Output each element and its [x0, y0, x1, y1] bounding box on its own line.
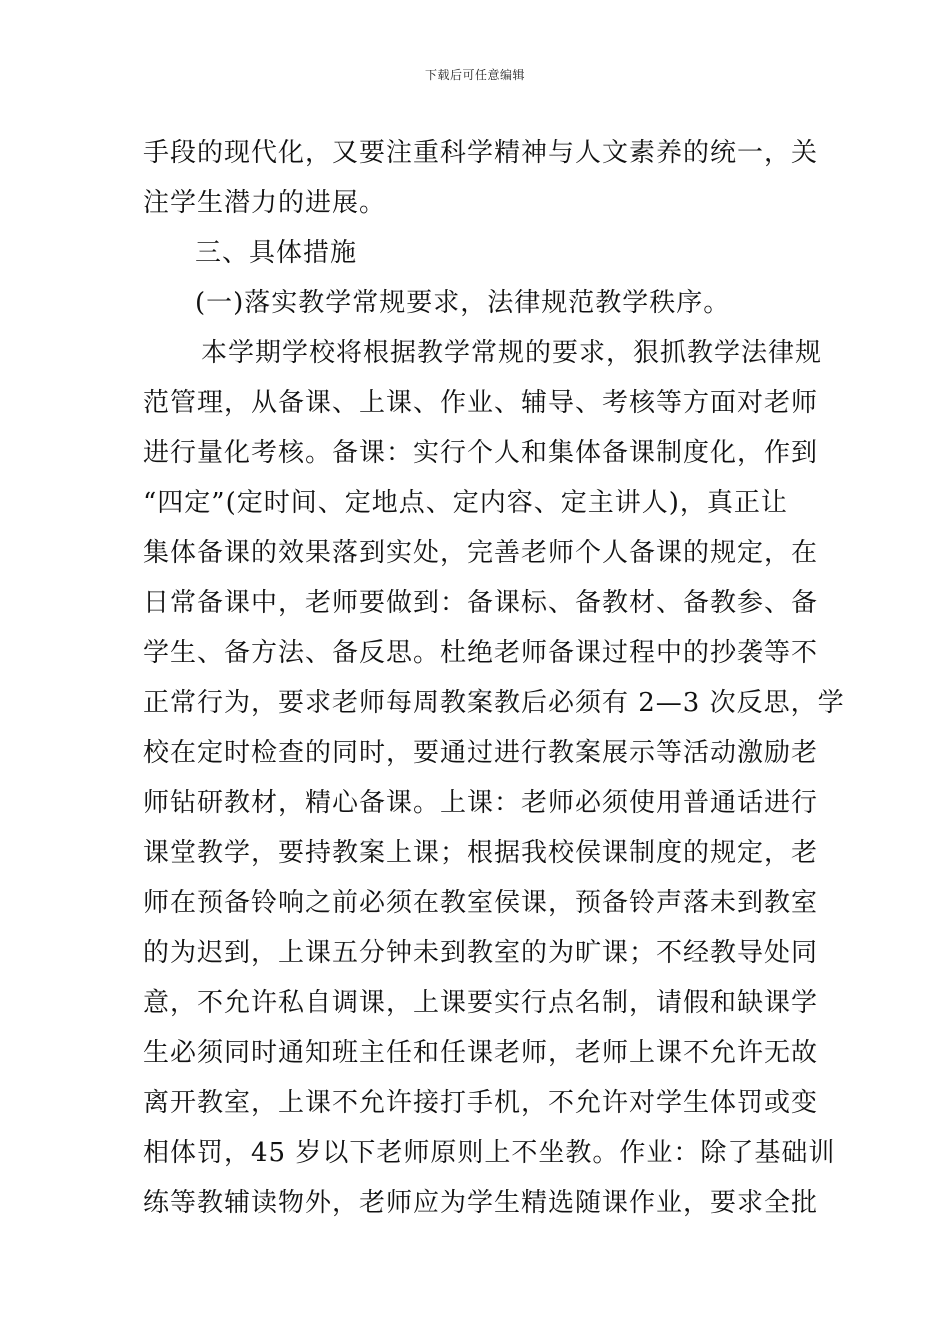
- text-line: 课堂教学，要持教案上课；根据我校侯课制度的规定，老: [143, 838, 819, 868]
- page-header: 下载后可任意编辑: [424, 68, 525, 82]
- text-line: 范管理，从备课、上课、作业、辅导、考核等方面对老师: [143, 388, 819, 418]
- text-line: 生必须同时通知班主任和任课老师，老师上课不允许无故: [143, 1038, 819, 1068]
- text-line: 进行量化考核。备课：实行个人和集体备课制度化，作到: [143, 438, 819, 468]
- text-line: 正常行为，要求老师每周教案教后必须有 2—3 次反思，学: [143, 688, 845, 718]
- text-line: “四定”(定时间、定地点、定内容、定主讲人)，真正让: [143, 488, 788, 518]
- text-line: 学生、备方法、备反思。杜绝老师备课过程中的抄袭等不: [143, 638, 819, 668]
- text-line: 手段的现代化，又要注重科学精神与人文素养的统一，关: [143, 138, 819, 168]
- text-line: 校在定时检查的同时，要通过进行教案展示等活动激励老: [143, 738, 819, 768]
- text-line: 的为迟到，上课五分钟未到教室的为旷课；不经教导处同: [143, 938, 819, 968]
- document-body: [143, 128, 845, 1228]
- text-line: 集体备课的效果落到实处，完善老师个人备课的规定，在: [143, 538, 819, 568]
- section-heading: 三、具体措施: [195, 238, 358, 268]
- text-line: 练等教辅读物外，老师应为学生精选随课作业，要求全批: [143, 1188, 819, 1218]
- text-line: 意，不允许私自调课，上课要实行点名制，请假和缺课学: [143, 988, 819, 1018]
- text-line: 注学生潜力的进展。: [143, 188, 387, 218]
- text-line: 离开教室，上课不允许接打手机，不允许对学生体罚或变: [143, 1088, 819, 1118]
- subsection-heading: (一)落实教学常规要求，法律规范教学秩序。: [195, 288, 731, 318]
- text-line: 师在预备铃响之前必须在教室侯课，预备铃声落未到教室: [143, 888, 819, 918]
- text-line: 相体罚，45 岁以下老师原则上不坐教。作业：除了基础训: [143, 1138, 836, 1168]
- text-line: 日常备课中，老师要做到：备课标、备教材、备教参、备: [143, 588, 819, 618]
- text-line: 师钻研教材，精心备课。上课：老师必须使用普通话进行: [143, 788, 819, 818]
- text-line: 本学期学校将根据教学常规的要求，狠抓教学法律规: [201, 338, 823, 368]
